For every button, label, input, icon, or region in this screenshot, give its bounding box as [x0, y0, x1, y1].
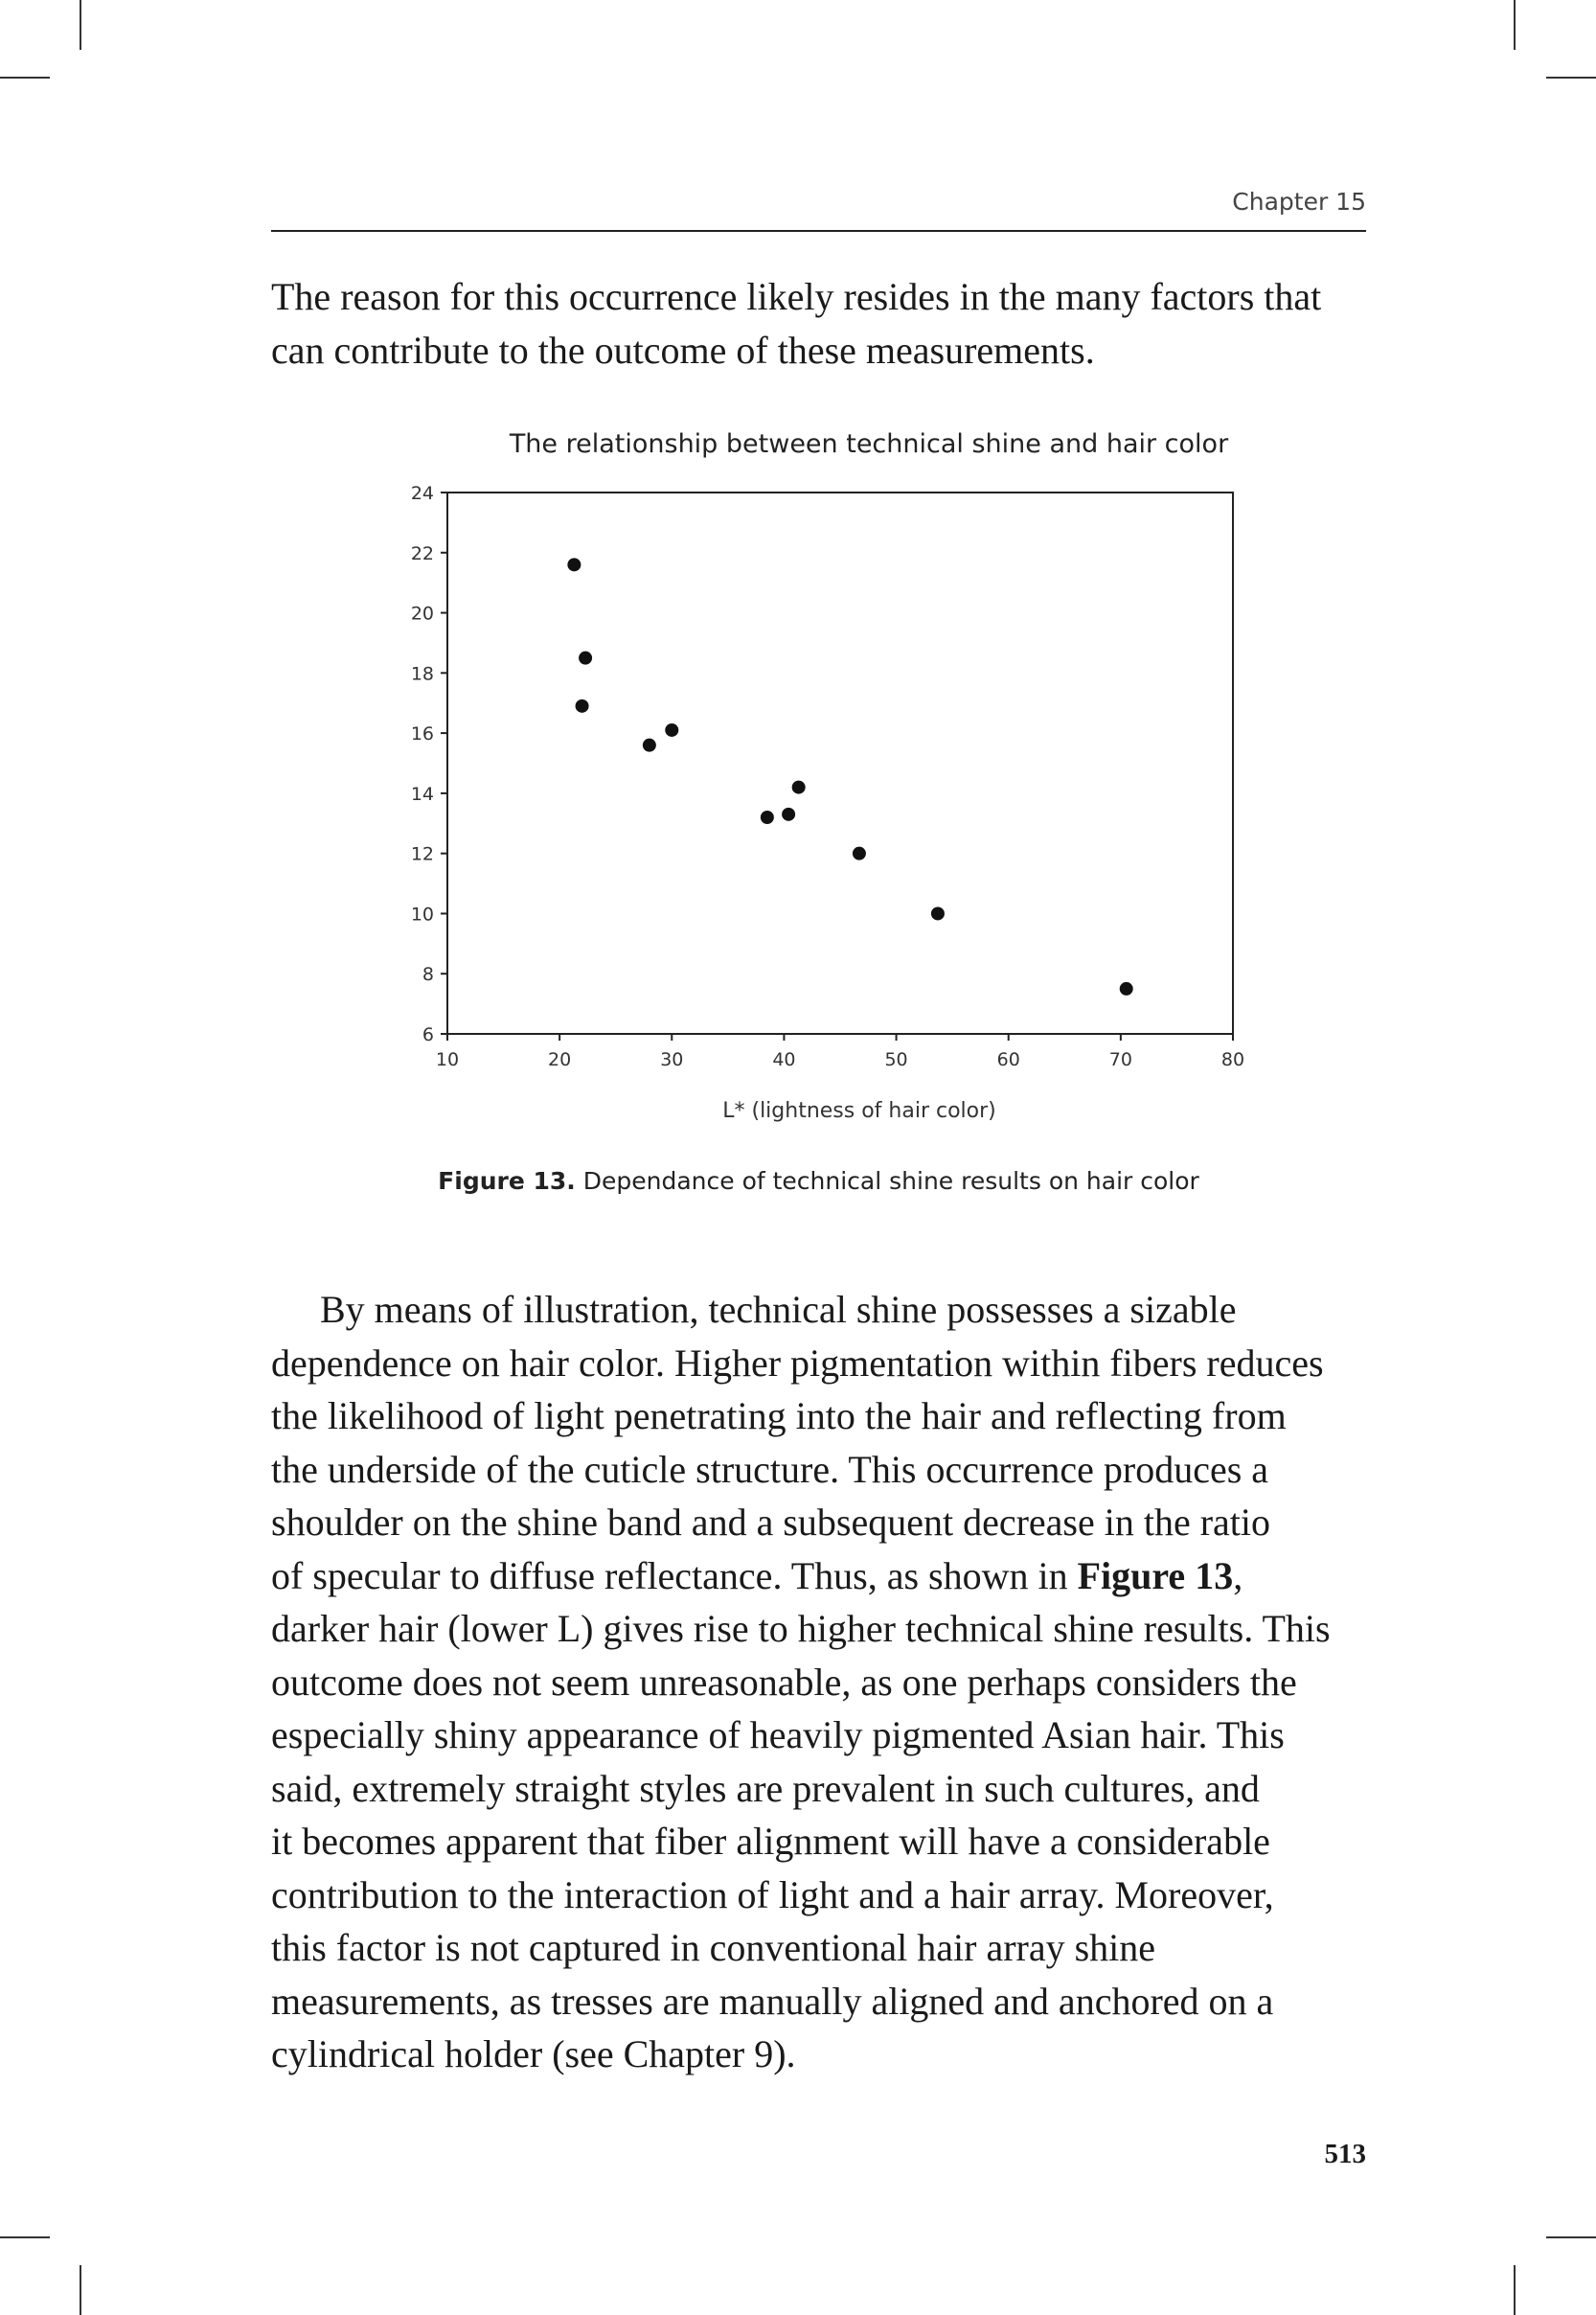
- chart-title: The relationship between technical shine and hair color: [509, 429, 1229, 459]
- chapter-label: Chapter 15: [1232, 188, 1366, 216]
- y-tick-label: 6: [422, 1024, 434, 1045]
- data-point: [1120, 982, 1133, 996]
- data-point: [761, 811, 774, 824]
- y-tick-label: 20: [410, 603, 434, 625]
- x-tick-label: 80: [1220, 1049, 1245, 1070]
- text-line: measurements, as tresses are manually aligned and anchored on a: [271, 1979, 1274, 2023]
- crop-mark: [1514, 2265, 1516, 2315]
- x-tick-label: 20: [548, 1049, 572, 1070]
- text-line: this factor is not captured in conventional hair array shine: [271, 1926, 1156, 1969]
- text-segment: of specular to diffuse reflectance. Thus, as shown in: [271, 1553, 1078, 1597]
- crop-mark: [80, 2265, 81, 2315]
- text-line: [271, 1549, 1373, 1603]
- text-line: dependence on hair color. Higher pigmentation within fibers reduces: [271, 1341, 1324, 1385]
- crop-mark: [1546, 77, 1596, 79]
- plot-frame: [447, 493, 1233, 1034]
- y-tick-label: 12: [410, 843, 434, 865]
- data-point: [567, 558, 581, 571]
- figure-caption: [271, 1167, 1366, 1195]
- x-tick-label: 50: [884, 1049, 908, 1070]
- data-point: [576, 699, 589, 713]
- text-line: the likelihood of light penetrating into the hair and reflecting from: [271, 1394, 1287, 1437]
- y-tick-label: 10: [410, 904, 434, 926]
- text-line: the underside of the cuticle structure. This occurrence produces a: [271, 1447, 1269, 1491]
- y-tick-label: 8: [422, 964, 434, 986]
- text-line: contribution to the interaction of light and a hair array. Moreover,: [271, 1872, 1274, 1916]
- crop-mark: [0, 77, 50, 79]
- text-line: darker hair (lower L) gives rise to higher technical shine results. This: [271, 1607, 1331, 1650]
- data-point: [792, 781, 806, 794]
- x-tick-label: 10: [435, 1049, 460, 1070]
- data-point: [665, 723, 678, 737]
- scatter-chart: [383, 412, 1265, 1140]
- text-line: By means of illustration, technical shine possesses a sizable: [320, 1288, 1237, 1331]
- data-point: [579, 652, 592, 665]
- y-tick-label: 22: [410, 542, 434, 564]
- text-segment: ,: [1233, 1553, 1243, 1597]
- text-line: cylindrical holder (see Chapter 9).: [271, 2032, 796, 2075]
- page-number: 513: [1324, 2139, 1366, 2169]
- body-paragraph: [271, 1283, 1373, 2081]
- crop-mark: [80, 0, 81, 50]
- x-tick-label: 70: [1108, 1049, 1132, 1070]
- text-line: said, extremely straight styles are prevalent in such cultures, and: [271, 1766, 1260, 1810]
- crop-mark: [1546, 2236, 1596, 2238]
- data-point: [782, 808, 795, 821]
- figure-caption-text: Dependance of technical shine results on hair color: [575, 1167, 1199, 1195]
- text-line: especially shiny appearance of heavily pigmented Asian hair. This: [271, 1713, 1285, 1756]
- x-tick-label: 60: [996, 1049, 1020, 1070]
- crop-mark: [0, 2236, 50, 2238]
- intro-paragraph: [271, 270, 1373, 377]
- data-point: [931, 906, 945, 920]
- y-tick-label: 14: [410, 783, 434, 805]
- text-line: can contribute to the outcome of these measurements.: [271, 328, 1095, 372]
- y-tick-label: 24: [410, 483, 434, 504]
- figure-reference: Figure 13: [1077, 1553, 1234, 1597]
- data-point: [643, 739, 656, 752]
- text-line: shoulder on the shine band and a subsequent decrease in the ratio: [271, 1501, 1271, 1544]
- text-line: it becomes apparent that fiber alignment will have a considerable: [271, 1820, 1270, 1863]
- data-point: [853, 847, 866, 860]
- text-line: outcome does not seem unreasonable, as one perhaps considers the: [271, 1660, 1297, 1704]
- y-tick-label: 18: [410, 663, 434, 685]
- figure-label: Figure 13.: [438, 1167, 576, 1195]
- crop-mark: [1514, 0, 1516, 50]
- y-tick-label: 16: [410, 723, 434, 745]
- x-tick-label: 40: [772, 1049, 796, 1070]
- x-axis-label: L* (lightness of hair color): [722, 1099, 996, 1123]
- text-line: The reason for this occurrence likely resides in the many factors that: [271, 275, 1322, 318]
- running-header: [271, 188, 1366, 232]
- x-tick-label: 30: [660, 1049, 684, 1070]
